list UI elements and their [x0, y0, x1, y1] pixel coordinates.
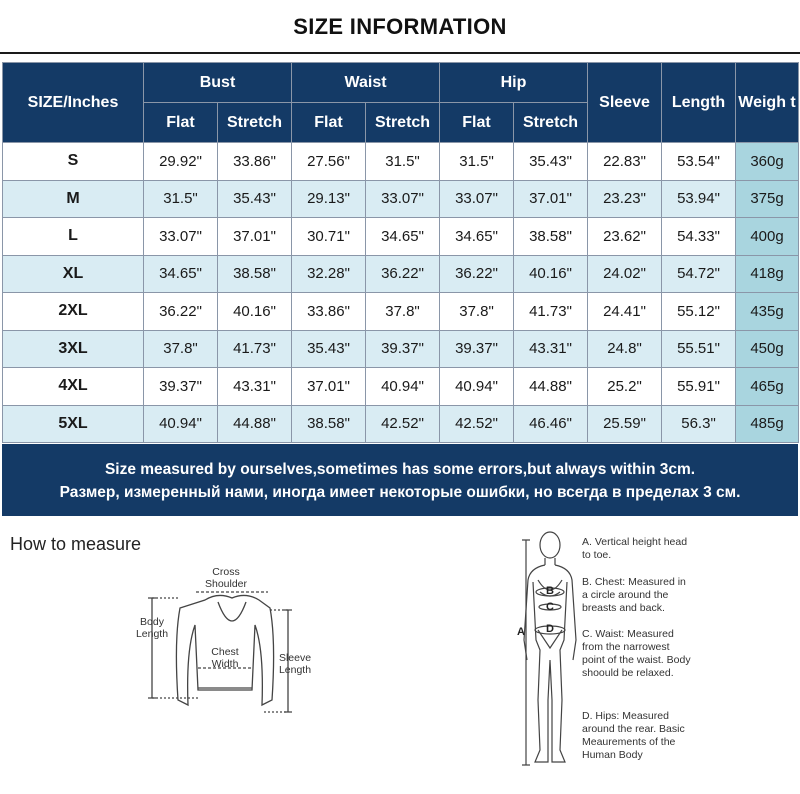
hip-flat-cell: 31.5": [440, 143, 514, 181]
hip-stretch-cell: 44.88": [514, 368, 588, 406]
weight-cell: 400g: [736, 218, 799, 256]
sleeve-cell: 24.02": [588, 255, 662, 293]
weight-cell: 360g: [736, 143, 799, 181]
waist-flat-cell: 37.01": [292, 368, 366, 406]
waist-flat-header: Flat: [292, 103, 366, 143]
size-cell: L: [3, 218, 144, 256]
length-cell: 55.12": [662, 293, 736, 331]
sleeve-length-label: Sleeve Length: [278, 652, 312, 676]
hip-stretch-cell: 37.01": [514, 180, 588, 218]
sleeve-cell: 23.23": [588, 180, 662, 218]
title-divider: [0, 52, 800, 54]
waist-stretch-cell: 34.65": [366, 218, 440, 256]
hip-stretch-cell: 38.58": [514, 218, 588, 256]
hip-stretch-cell: 43.31": [514, 330, 588, 368]
weight-cell: 418g: [736, 255, 799, 293]
note-d: D. Hips: Measured around the rear. Basic Meaurements of the Human Body: [582, 710, 685, 761]
waist-flat-cell: 27.56": [292, 143, 366, 181]
page-title: SIZE INFORMATION: [293, 14, 507, 39]
bust-flat-cell: 34.65": [144, 255, 218, 293]
sleeve-header: Sleeve: [588, 63, 662, 143]
sleeve-cell: 23.62": [588, 218, 662, 256]
bust-stretch-cell: 33.86": [218, 143, 292, 181]
length-cell: 55.51": [662, 330, 736, 368]
length-cell: 54.72": [662, 255, 736, 293]
hip-flat-cell: 42.52": [440, 405, 514, 443]
size-cell: XL: [3, 255, 144, 293]
how-to-measure-title: How to measure: [10, 534, 142, 554]
hip-flat-cell: 40.94": [440, 368, 514, 406]
hip-stretch-cell: 40.16": [514, 255, 588, 293]
waist-stretch-cell: 39.37": [366, 330, 440, 368]
sleeve-cell: 24.41": [588, 293, 662, 331]
body-length-label: Body Length: [135, 616, 169, 640]
waist-flat-cell: 32.28": [292, 255, 366, 293]
length-cell: 53.94": [662, 180, 736, 218]
bust-flat-cell: 40.94": [144, 405, 218, 443]
hip-header: Hip: [440, 63, 588, 103]
sleeve-cell: 24.8": [588, 330, 662, 368]
table-row: [3, 293, 799, 331]
size-cell: M: [3, 180, 144, 218]
bust-flat-cell: 36.22": [144, 293, 218, 331]
bust-stretch-cell: 37.01": [218, 218, 292, 256]
bust-flat-cell: 39.37": [144, 368, 218, 406]
note-c: C. Waist: Measured from the narrowest point of the waist. Body shoould be relaxed.: [582, 628, 691, 679]
hip-stretch-cell: 35.43": [514, 143, 588, 181]
hip-flat-cell: 34.65": [440, 218, 514, 256]
hip-flat-header: Flat: [440, 103, 514, 143]
note-russian: Размер, измеренный нами, иногда имеет некоторые ошибки, но всегда в пределах 3 см.: [59, 484, 741, 501]
bust-stretch-header: Stretch: [218, 103, 292, 143]
length-cell: 53.54": [662, 143, 736, 181]
waist-stretch-header: Stretch: [366, 103, 440, 143]
length-header: Length: [662, 63, 736, 143]
size-cell: 4XL: [3, 368, 144, 406]
waist-flat-cell: 29.13": [292, 180, 366, 218]
weight-cell: 450g: [736, 330, 799, 368]
hip-stretch-header: Stretch: [514, 103, 588, 143]
waist-stretch-cell: 36.22": [366, 255, 440, 293]
note-a: A. Vertical height head to toe.: [582, 536, 688, 561]
waist-stretch-cell: 31.5": [366, 143, 440, 181]
bust-flat-cell: 31.5": [144, 180, 218, 218]
table-row: [3, 218, 799, 256]
measurement-note: [2, 444, 798, 516]
size-cell: 3XL: [3, 330, 144, 368]
sleeve-cell: 25.59": [588, 405, 662, 443]
cross-shoulder-label: Cross Shoulder: [204, 566, 248, 590]
hip-flat-cell: 36.22": [440, 255, 514, 293]
bust-flat-cell: 29.92": [144, 143, 218, 181]
weight-header: Weigh t: [736, 63, 799, 143]
note-b: B. Chest: Measured in a circle around the breasts and back.: [582, 576, 686, 614]
waist-flat-cell: 33.86": [292, 293, 366, 331]
waist-stretch-cell: 37.8": [366, 293, 440, 331]
weight-cell: 485g: [736, 405, 799, 443]
bust-flat-cell: 37.8": [144, 330, 218, 368]
table-row: [3, 330, 799, 368]
chest-width-label: Chest Width: [211, 646, 239, 670]
bust-flat-cell: 33.07": [144, 218, 218, 256]
waist-header: Waist: [292, 63, 440, 103]
bust-stretch-cell: 40.16": [218, 293, 292, 331]
bust-header: Bust: [144, 63, 292, 103]
waist-flat-cell: 30.71": [292, 218, 366, 256]
table-row: [3, 180, 799, 218]
hip-flat-cell: 37.8": [440, 293, 514, 331]
waist-stretch-cell: 33.07": [366, 180, 440, 218]
body-letter-b: B: [546, 585, 554, 597]
hip-stretch-cell: 41.73": [514, 293, 588, 331]
bust-stretch-cell: 44.88": [218, 405, 292, 443]
waist-stretch-cell: 40.94": [366, 368, 440, 406]
table-row: [3, 368, 799, 406]
table-row: [3, 143, 799, 181]
length-cell: 56.3": [662, 405, 736, 443]
size-cell: 5XL: [3, 405, 144, 443]
size-cell: S: [3, 143, 144, 181]
bust-stretch-cell: 38.58": [218, 255, 292, 293]
weight-cell: 465g: [736, 368, 799, 406]
bust-stretch-cell: 35.43": [218, 180, 292, 218]
note-english: Size measured by ourselves,sometimes has some errors,but always within 3cm.: [104, 461, 696, 478]
body-letter-a: A: [517, 626, 525, 638]
weight-cell: 435g: [736, 293, 799, 331]
waist-stretch-cell: 42.52": [366, 405, 440, 443]
waist-flat-cell: 35.43": [292, 330, 366, 368]
bust-stretch-cell: 41.73": [218, 330, 292, 368]
length-cell: 54.33": [662, 218, 736, 256]
body-letter-d: D: [546, 623, 554, 635]
hip-stretch-cell: 46.46": [514, 405, 588, 443]
sleeve-cell: 25.2": [588, 368, 662, 406]
size-cell: 2XL: [3, 293, 144, 331]
hip-flat-cell: 33.07": [440, 180, 514, 218]
size-table: [2, 62, 799, 443]
size-header: SIZE/Inches: [3, 63, 144, 143]
bust-stretch-cell: 43.31": [218, 368, 292, 406]
waist-flat-cell: 38.58": [292, 405, 366, 443]
body-letter-c: C: [546, 601, 554, 613]
length-cell: 55.91": [662, 368, 736, 406]
weight-cell: 375g: [736, 180, 799, 218]
sleeve-cell: 22.83": [588, 143, 662, 181]
bust-flat-header: Flat: [144, 103, 218, 143]
hip-flat-cell: 39.37": [440, 330, 514, 368]
table-row: [3, 405, 799, 443]
table-row: [3, 255, 799, 293]
